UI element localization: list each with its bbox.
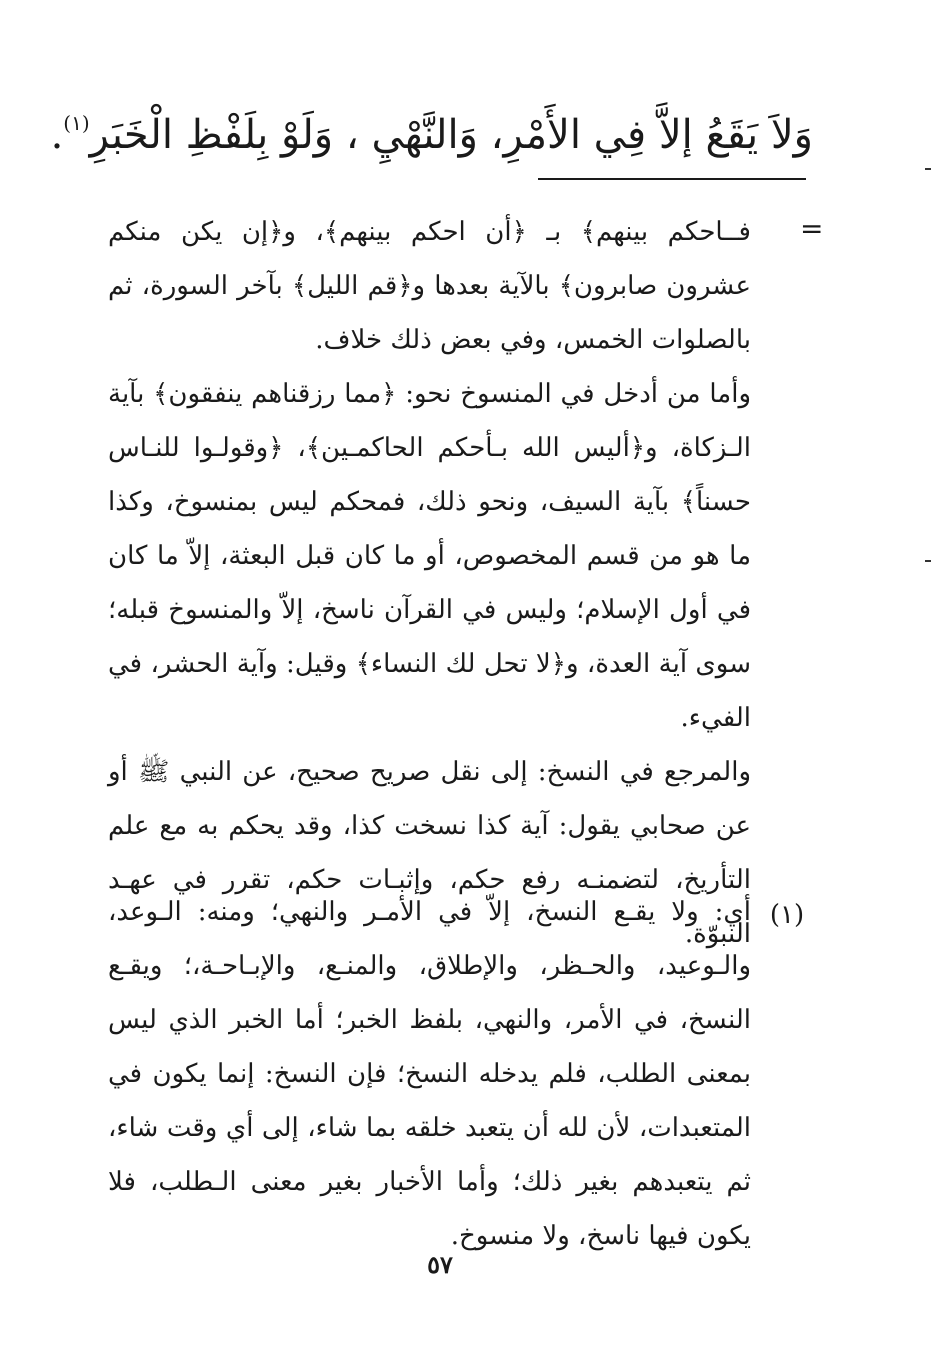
footnote-continuation-mark: = [800,212,824,245]
main-text-line [50,88,813,170]
page-edge-mark [925,168,931,170]
footnote-paragraph: فــاحكم بينهم﴾ بـ ﴿أن احكم بينهم﴾، و﴿إن يكن منكم عشرون صابرون﴾ بالآية بعدها و﴿قم الليل﴾ بآخر السورة، ثم بالصلوات الخمس، وفي بعض ذلك خلاف. [108,217,751,355]
footnote-continued [108,205,751,961]
footnote-separator [538,178,806,180]
footnote-one [108,885,751,1263]
page-edge-mark [925,560,931,562]
main-text-end: . [50,112,64,158]
main-text: وَلاَ يَقَعُ إلاَّ فِي الأَمْرِ، وَالنَّهْيِ ، وَلَوْ بِلَفْظِ الْخَبَرِ [89,112,813,158]
footnote-one-text: أي: ولا يقـع النسخ، إلاّ في الأمـر والنهي؛ ومنه: الـوعد، والـوعيد، والحـظر، والإطلاق، والمنـع، والإبـاحـة،؛ ويقـع النسخ، في الأمر، والنهي، بلفظ الخبر؛ أما الخبر الذي ليس بمعنى الطلب، فلم يدخله النسخ؛ فإن النسخ: إنما يكون في المتعبدات، لأن لله أن يتعبد خلقه بما شاء، إلى أي وقت شاء، ثم يتعبدهم بغير ذلك؛ وأما الأخبار بغير معنى الـطلب، فلا يكون فيها ناسخ، ولا منسوخ. [108,897,751,1251]
footnote-paragraph: وأما من أدخل في المنسوخ نحو: ﴿مما رزقناهم ينفقون﴾ بآية الـزكاة، و﴿أليس الله بـأحكم الحاكمـين﴾، ﴿وقولـوا للنـاس حسناً﴾ بآية السيف، ونحو ذلك، فمحكم ليس بمنسوخ، وكذا ما هو من قسم المخصوص، أو ما كان قبل البعثة، إلاّ ما كان في أول الإسلام؛ وليس في القرآن ناسخ، إلاّ والمنسوخ قبله؛ سوى آية العدة، و﴿لا تحل لك النساء﴾ وقيل: وآية الحشر، في الفيء. [108,379,751,733]
footnote-paragraph: والمرجع في النسخ: إلى نقل صريح صحيح، عن النبي ﷺ أو عن صحابي يقول: آية كذا نسخت كذا، وقد يحكم به مع علم التأريخ، لتضمنـه رفع حكم، وإثبـات حكم، تقرر في عهـد النبوّة. [108,757,751,949]
footnote-number: (١) [769,900,805,930]
footnote-reference: (١) [63,111,90,135]
page-number: ٥٧ [427,1250,453,1279]
